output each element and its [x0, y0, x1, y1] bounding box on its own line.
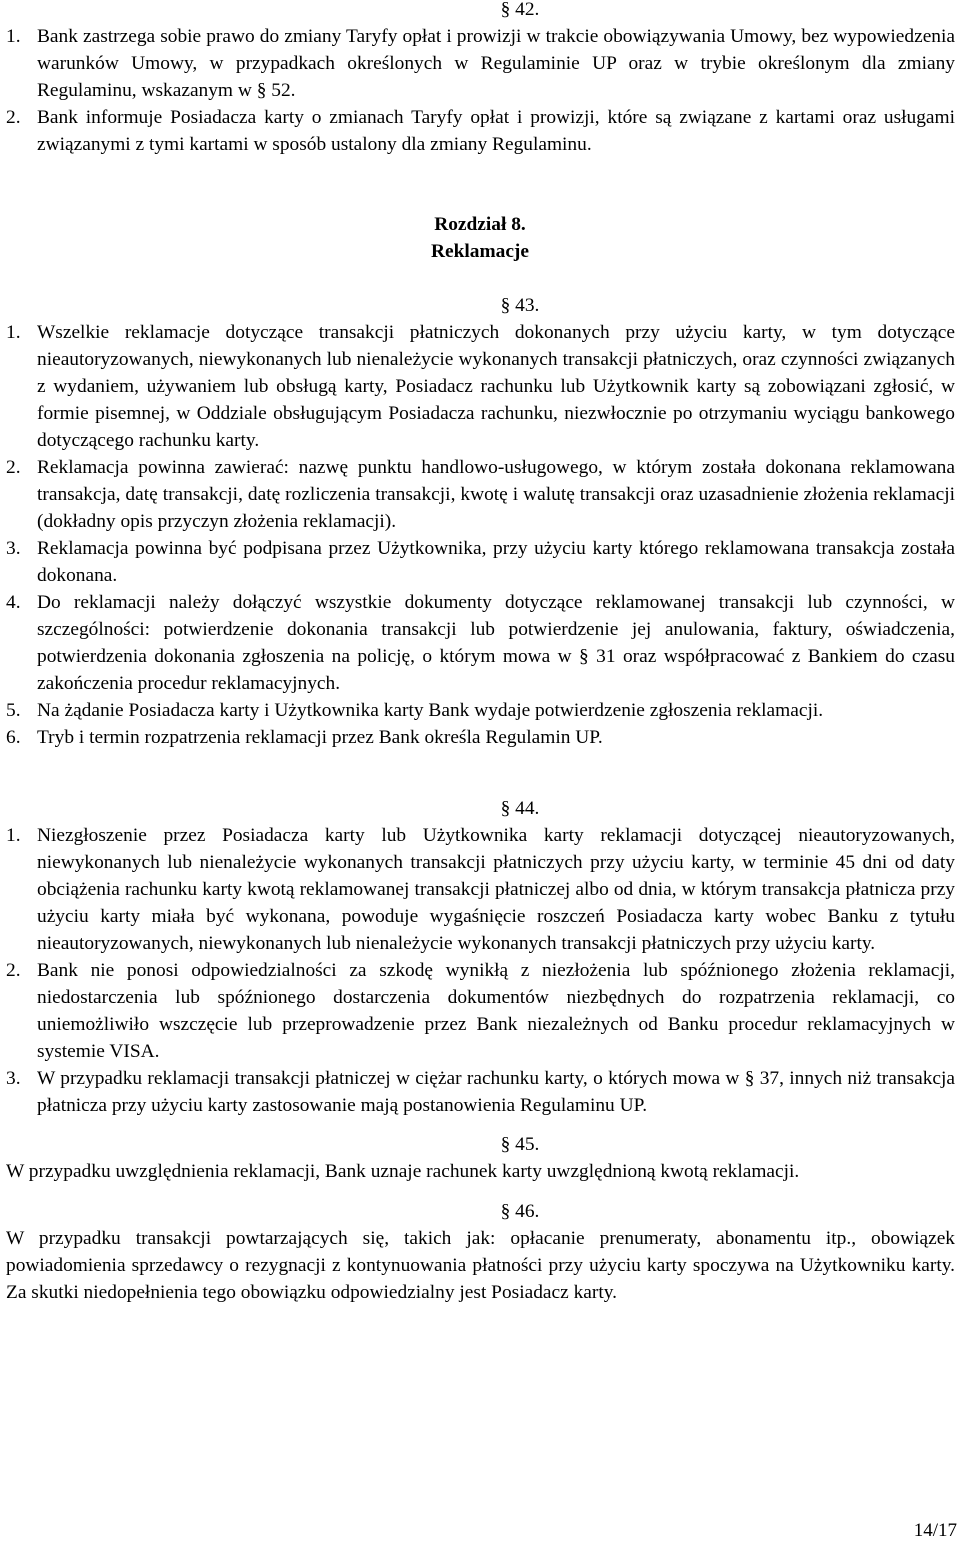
- item-number: 1.: [6, 26, 21, 47]
- item-text: Bank informuje Posiadacza karty o zmianach Taryfy opłat i prowizji, które są związane z kartami oraz usługami związanymi z tymi kartami w sposób ustalony dla zmiany Regulaminu.: [37, 107, 955, 155]
- item-number: 3.: [6, 1068, 21, 1089]
- list-item: [0, 589, 955, 697]
- list-item: [0, 23, 955, 104]
- section-heading-44: § 44.: [500, 798, 540, 819]
- item-number: 1.: [6, 322, 21, 343]
- item-number: 1.: [6, 825, 21, 846]
- item-number: 6.: [6, 727, 21, 748]
- section-43-list: [0, 319, 960, 751]
- item-number: 2.: [6, 457, 21, 478]
- page-number: 14/17: [913, 1520, 957, 1541]
- section-heading-45: § 45.: [500, 1134, 540, 1155]
- section-heading-46: § 46.: [500, 1201, 540, 1222]
- section-heading-42: § 42.: [500, 0, 540, 20]
- list-item: [0, 535, 955, 589]
- chapter-title: Reklamacje: [431, 241, 529, 262]
- item-text: W przypadku reklamacji transakcji płatniczej w ciężar rachunku karty, o których mowa w § 37, innych niż transakcja płatnicza przy użyciu karty zastosowanie mają postanowienia Regulaminu UP.: [37, 1068, 955, 1116]
- item-text: Bank zastrzega sobie prawo do zmiany Taryfy opłat i prowizji w trakcie obowiązywania Umowy, bez wypowiedzenia warunków Umowy, w przypadkach określonych w Regulaminie UP oraz w trybie określonym dla zmiany Regulaminu, wskazanym w § 52.: [37, 26, 955, 101]
- item-text: Wszelkie reklamacje dotyczące transakcji płatniczych dokonanych przy użyciu karty, w tym dotyczące nieautoryzowanych, niewykonanych lub nienależycie wykonanych transakcji płatniczych, oraz czynności związanych z wydaniem, używaniem lub obsługą karty, Posiadacz rachunku lub Użytkownik karty są zobowiązani zgłosić, w formie pisemnej, w Oddziale obsługującym Posiadacza rachunku, niezwłocznie po otrzymaniu wyciągu bankowego dotyczącego rachunku karty.: [37, 322, 955, 451]
- list-item: [0, 1065, 955, 1119]
- list-item: [0, 104, 955, 158]
- list-item: [0, 724, 955, 751]
- item-text: Na żądanie Posiadacza karty i Użytkownika karty Bank wydaje potwierdzenie zgłoszenia reklamacji.: [37, 700, 824, 721]
- list-item: [0, 319, 955, 454]
- list-item: [0, 957, 955, 1065]
- item-text: Do reklamacji należy dołączyć wszystkie dokumenty dotyczące reklamowanej transakcji lub czynności, w szczególności: potwierdzenie dokonania transakcji lub potwierdzenie jej anulowania, faktury, oświadczenia, potwierdzenia dokonania zgłoszenia na policję, o którym mowa w § 31 oraz współpracować z Bankiem do czasu zakończenia procedur reklamacyjnych.: [37, 592, 955, 694]
- item-text: Bank nie ponosi odpowiedzialności za szkodę wynikłą z niezłożenia lub spóźnionego złożenia reklamacji, niedostarczenia lub spóźnionego dostarczenia dokumentów niezbędnych do rozpatrzenia reklamacji, co uniemożliwiło wszczęcie lub przeprowadzenie przez Bank niezależnych od Banku procedur reklamacyjnych w systemie VISA.: [37, 960, 955, 1062]
- list-item: [0, 822, 955, 957]
- item-number: 4.: [6, 592, 21, 613]
- section-45-text: W przypadku uwzględnienia reklamacji, Bank uznaje rachunek karty uwzględnioną kwotą reklamacji.: [6, 1161, 800, 1182]
- item-text: Niezgłoszenie przez Posiadacza karty lub Użytkownika karty reklamacji dotyczącej nieautoryzowanych, niewykonanych lub nienależycie wykonanych transakcji płatniczych przy użyciu karty, w terminie 45 dni od daty obciążenia rachunku karty kwotą reklamowanej transakcji płatniczej albo od dnia, w którym transakcja płatnicza przy użyciu karty miała być wykonana, powoduje wygaśnięcie roszczeń Posiadacza karty wobec Banku z tytułu nieautoryzowanych, niewykonanych lub nienależycie wykonanych transakcji płatniczych przy użyciu karty.: [37, 825, 955, 954]
- item-number: 3.: [6, 538, 21, 559]
- item-text: Reklamacja powinna być podpisana przez Użytkownika, przy użyciu karty którego reklamowana transakcja została dokonana.: [37, 538, 955, 586]
- chapter-number: Rozdział 8.: [434, 214, 526, 235]
- item-number: 5.: [6, 700, 21, 721]
- section-44-list: [0, 822, 960, 1119]
- section-46-text: W przypadku transakcji powtarzających się, takich jak: opłacanie prenumeraty, abonamentu itp., obowiązek powiadomienia sprzedawcy o rezygnacji z kontynuowania płatności przy użyciu karty spoczywa na Użytkowniku karty. Za skutki niedopełnienia tego obowiązku odpowiedzialny jest Posiadacz karty.: [6, 1228, 955, 1303]
- item-text: Tryb i termin rozpatrzenia reklamacji przez Bank określa Regulamin UP.: [37, 727, 603, 748]
- item-text: Reklamacja powinna zawierać: nazwę punktu handlowo-usługowego, w którym została dokonana reklamowana transakcja, datę transakcji, datę rozliczenia transakcji, kwotę i walutę transakcji oraz uzasadnienie złożenia reklamacji (dokładny opis przyczyn złożenia reklamacji).: [37, 457, 955, 532]
- item-number: 2.: [6, 960, 21, 981]
- section-heading-43: § 43.: [500, 295, 540, 316]
- section-42-list: [0, 23, 960, 158]
- list-item: [0, 454, 955, 535]
- list-item: [0, 697, 955, 724]
- item-number: 2.: [6, 107, 21, 128]
